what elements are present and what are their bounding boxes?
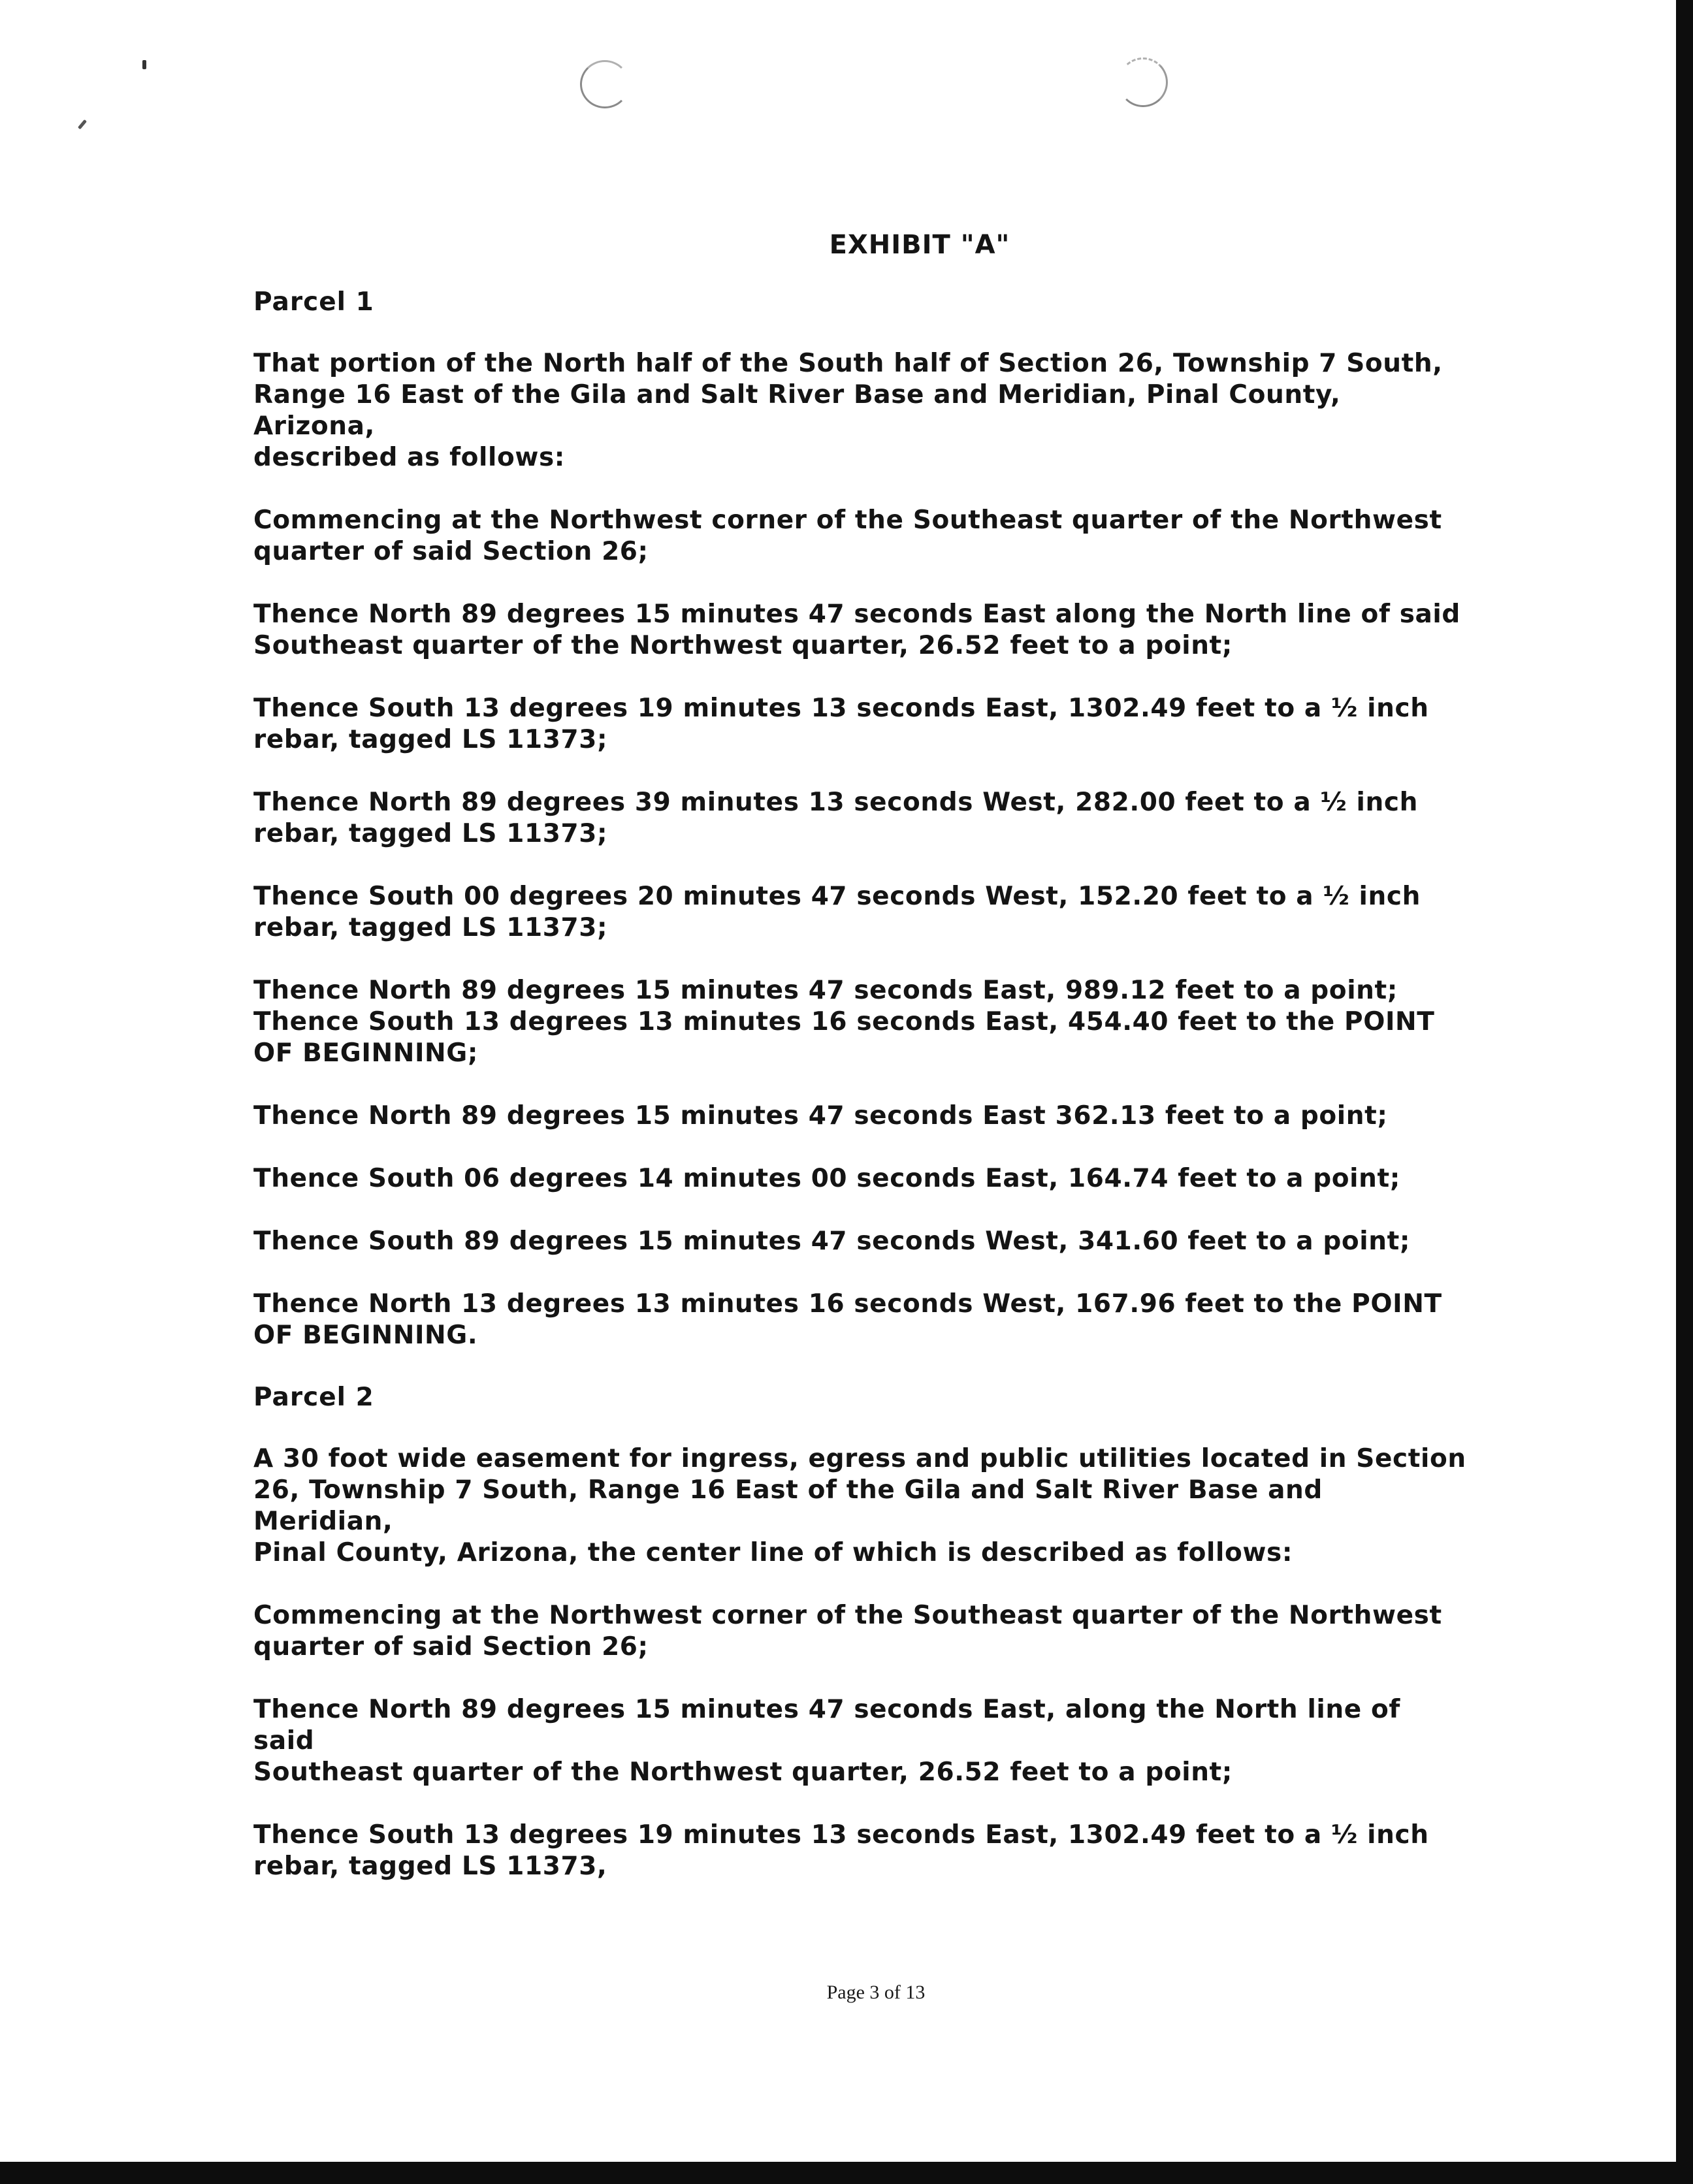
scan-speck [78, 120, 87, 129]
document-page [253, 230, 1468, 1914]
scan-border-right [1676, 0, 1693, 2184]
parcel-2-paragraph: Commencing at the Northwest corner of the Southeast quarter of the Northwest quarter of said Section 26; [253, 1601, 1442, 1662]
parcel-1-paragraph: Thence South 00 degrees 20 minutes 47 seconds West, 152.20 feet to a ½ inch rebar, tagged LS 11373; [253, 882, 1421, 942]
parcel-1-paragraph: Thence South 06 degrees 14 minutes 00 seconds East, 164.74 feet to a point; [253, 1164, 1400, 1193]
parcel-1-paragraph: Thence South 89 degrees 15 minutes 47 seconds West, 341.60 feet to a point; [253, 1227, 1411, 1256]
scan-speck [142, 60, 146, 69]
parcel-1-paragraph: Thence North 89 degrees 39 minutes 13 seconds West, 282.00 feet to a ½ inch rebar, tagged LS 11373; [253, 788, 1418, 848]
parcel-1-paragraph: Commencing at the Northwest corner of the Southeast quarter of the Northwest quarter of said Section 26; [253, 506, 1442, 566]
scan-border-bottom [0, 2162, 1693, 2184]
parcel-1-paragraph: Thence North 13 degrees 13 minutes 16 seconds West, 167.96 feet to the POINT OF BEGINNING. [253, 1289, 1442, 1350]
parcel-1-paragraph: Thence South 13 degrees 19 minutes 13 seconds East, 1302.49 feet to a ½ inch rebar, tagged LS 11373; [253, 694, 1429, 754]
parcel-2-paragraph: A 30 foot wide easement for ingress, egress and public utilities located in Section 26, Township 7 South, Range 16 East of the Gila and Salt River Base and Meridian, Pinal County, Arizona, the center line of which is described as follows: [253, 1444, 1466, 1567]
exhibit-title: EXHIBIT "A" [829, 230, 1010, 260]
parcel-2-paragraph: Thence North 89 degrees 15 minutes 47 seconds East, along the North line of said Southeast quarter of the Northwest quarter, 26.52 feet to a point; [253, 1695, 1400, 1787]
parcel-1-paragraph: That portion of the North half of the South half of Section 26, Township 7 South, Range 16 East of the Gila and Salt River Base and Meridian, Pinal County, Arizona, described as follows: [253, 349, 1443, 472]
parcel-1-paragraph: Thence North 89 degrees 15 minutes 47 seconds East 362.13 feet to a point; [253, 1101, 1388, 1131]
parcel-2-heading: Parcel 2 [253, 1383, 374, 1412]
parcel-2-paragraph: Thence South 13 degrees 19 minutes 13 seconds East, 1302.49 feet to a ½ inch rebar, tagged LS 11373, [253, 1820, 1429, 1881]
punch-hole-mark [1118, 57, 1168, 107]
parcel-1-paragraph: Thence South 13 degrees 13 minutes 16 seconds East, 454.40 feet to the POINT OF BEGINNING; [253, 1007, 1435, 1068]
parcel-1-paragraph: Thence North 89 degrees 15 minutes 47 seconds East along the North line of said Southeast quarter of the Northwest quarter, 26.52 feet to a point; [253, 600, 1460, 660]
parcel-1-heading: Parcel 1 [253, 287, 374, 317]
punch-hole-mark [580, 60, 630, 108]
parcel-1-paragraph: Thence North 89 degrees 15 minutes 47 seconds East, 989.12 feet to a point; [253, 976, 1398, 1005]
page-number-footer: Page 3 of 13 [826, 1982, 926, 2003]
